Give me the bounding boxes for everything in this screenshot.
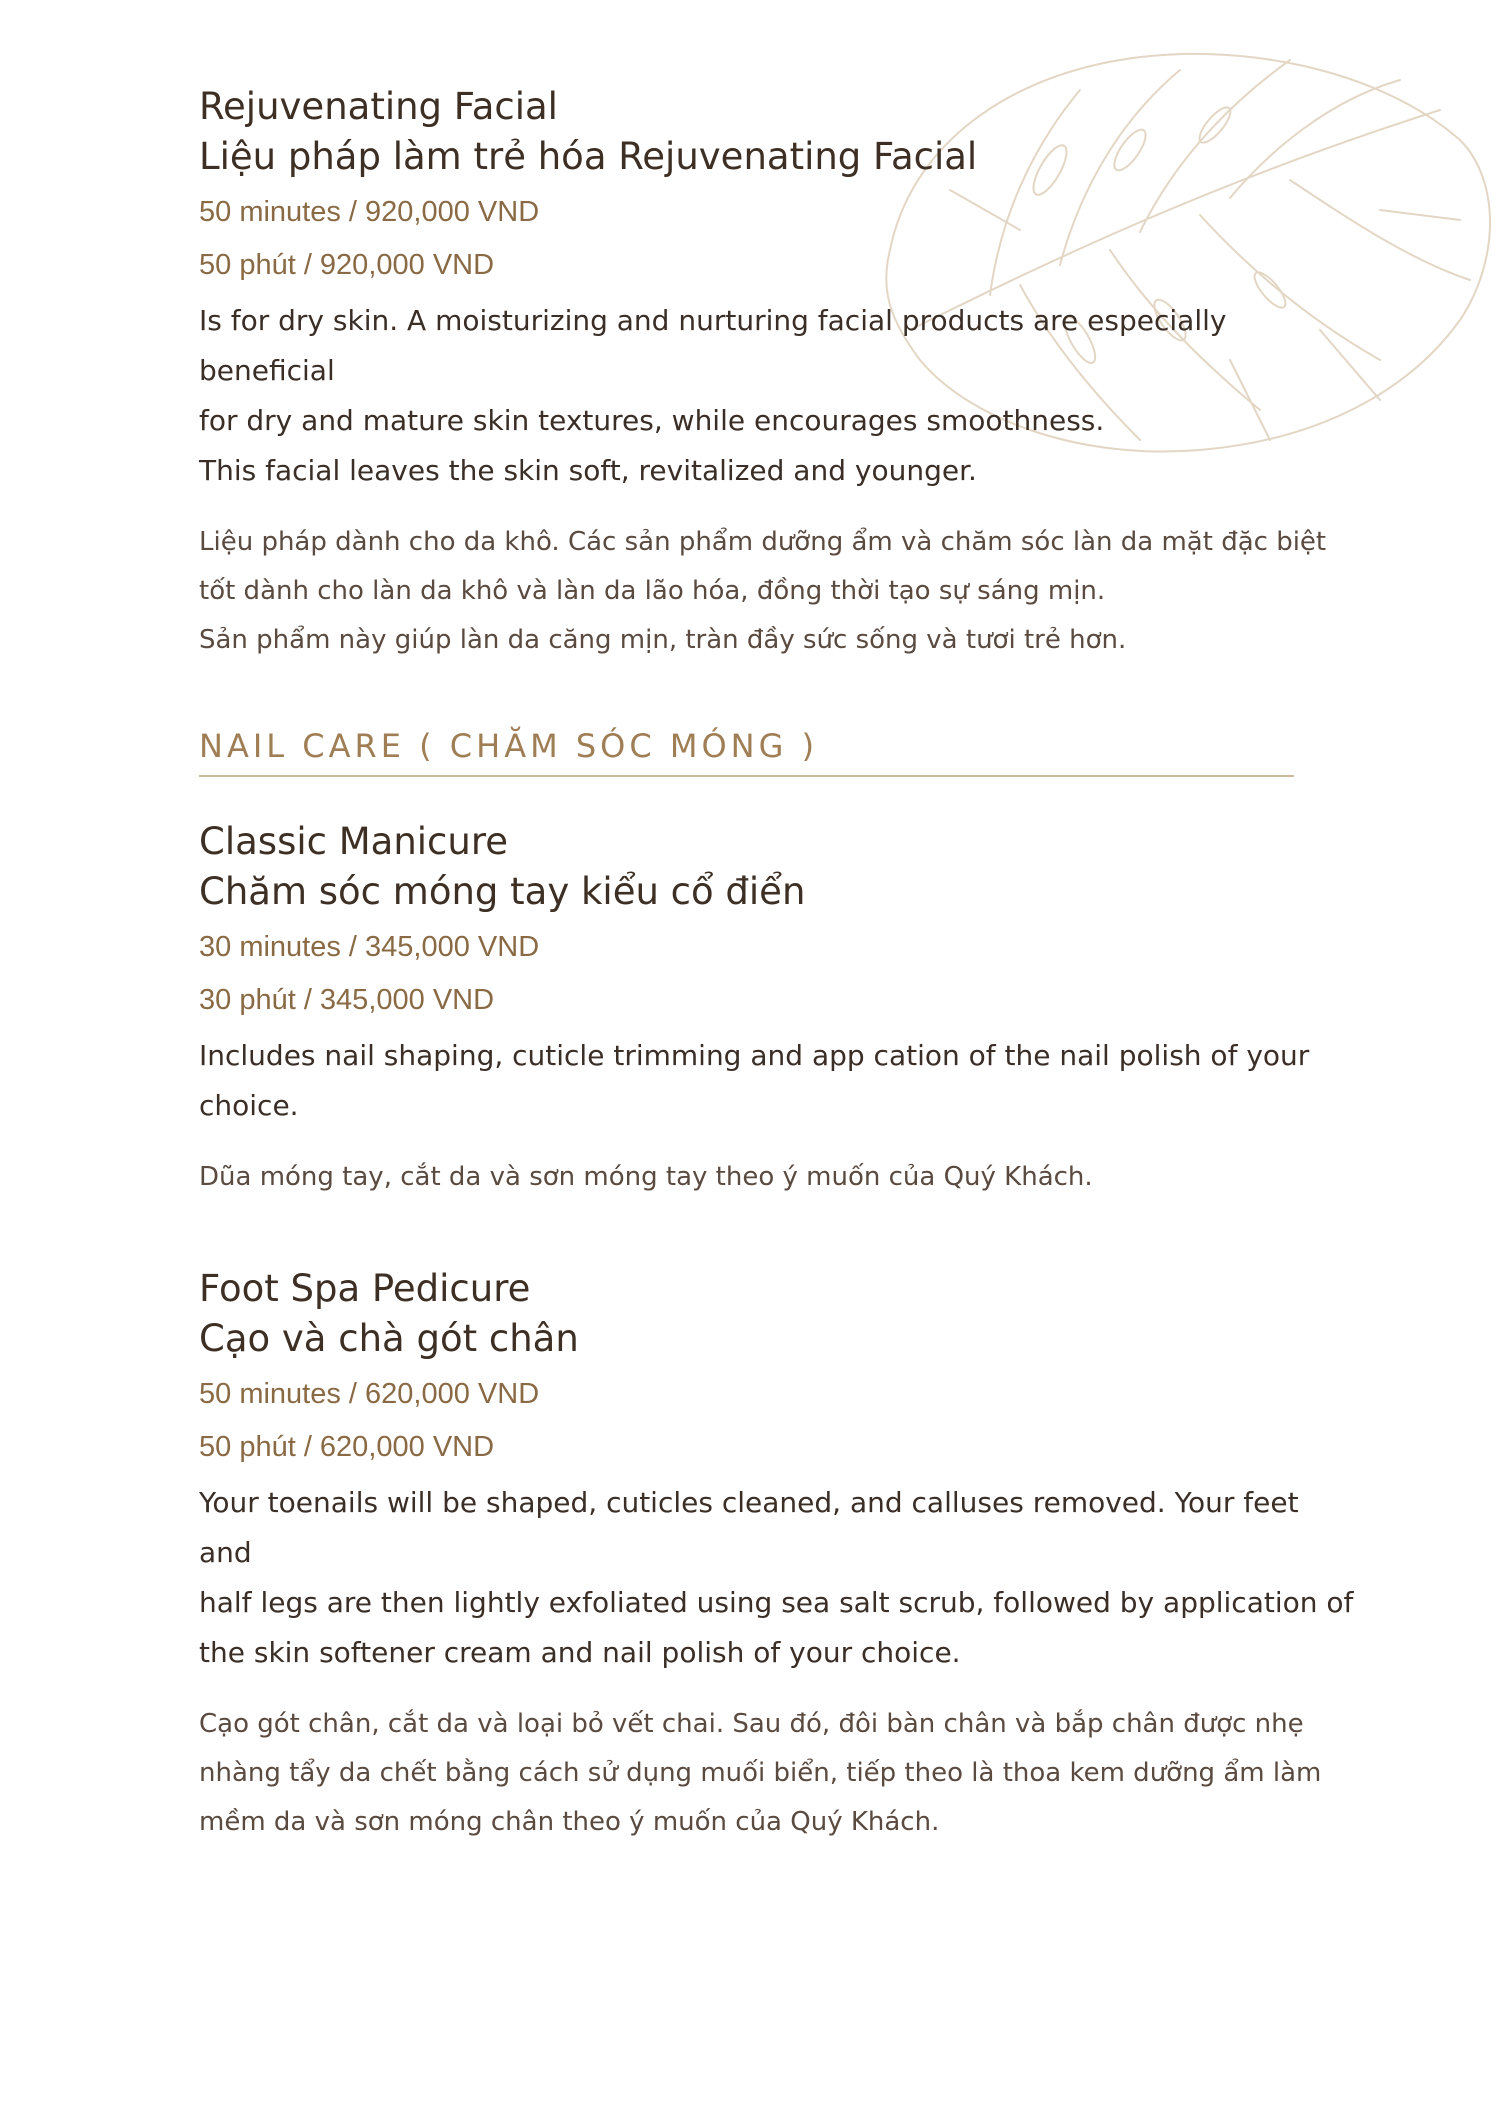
- service-price-vi: 30 phút / 345,000 VND: [199, 984, 495, 1016]
- service-description-vi: [199, 1153, 1359, 1202]
- spa-menu-page: [199, 82, 1359, 1847]
- description-line: Your toenails will be shaped, cuticles cleaned, and calluses removed. Your feet and: [199, 1486, 1299, 1569]
- service-title-vi: Cạo và chà gót chân: [199, 1317, 579, 1360]
- service-foot-spa-pedicure: [199, 1264, 1359, 1847]
- description-line: Liệu pháp dành cho da khô. Các sản phẩm dưỡng ẩm và chăm sóc làn da mặt đặc biệt: [199, 527, 1327, 557]
- service-description-vi: [199, 518, 1359, 665]
- service-title-vi: Chăm sóc móng tay kiểu cổ điển: [199, 870, 806, 913]
- service-price-vi: 50 phút / 920,000 VND: [199, 249, 495, 281]
- service-price-en: 50 minutes / 620,000 VND: [199, 1378, 540, 1410]
- description-line: for dry and mature skin textures, while encourages smoothness.: [199, 404, 1105, 437]
- description-line: This facial leaves the skin soft, revitalized and younger.: [199, 454, 977, 487]
- service-title-en: Foot Spa Pedicure: [199, 1267, 531, 1310]
- service-price-vi: 50 phút / 620,000 VND: [199, 1431, 495, 1463]
- description-line: Sản phẩm này giúp làn da căng mịn, tràn đầy sức sống và tươi trẻ hơn.: [199, 625, 1127, 655]
- description-line: nhàng tẩy da chết bằng cách sử dụng muối biển, tiếp theo là thoa kem dưỡng ẩm làm: [199, 1758, 1322, 1788]
- description-line: half legs are then lightly exfoliated using sea salt scrub, followed by application of: [199, 1586, 1354, 1619]
- description-line: Cạo gót chân, cắt da và loại bỏ vết chai. Sau đó, đôi bàn chân và bắp chân được nhẹ: [199, 1709, 1304, 1739]
- service-description-en: [199, 1031, 1359, 1131]
- description-line: tốt dành cho làn da khô và làn da lão hóa, đồng thời tạo sự sáng mịn.: [199, 576, 1106, 606]
- service-description-en: [199, 1478, 1359, 1678]
- service-price-en: 50 minutes / 920,000 VND: [199, 196, 540, 228]
- description-line: Includes nail shaping, cuticle trimming and app cation of the nail polish of your: [199, 1039, 1310, 1072]
- service-rejuvenating-facial: [199, 82, 1359, 665]
- description-line: mềm da và sơn móng chân theo ý muốn của Quý Khách.: [199, 1807, 940, 1837]
- service-price-en: 30 minutes / 345,000 VND: [199, 931, 540, 963]
- service-title-en: Classic Manicure: [199, 820, 509, 863]
- service-title-en: Rejuvenating Facial: [199, 85, 558, 128]
- description-line: choice.: [199, 1089, 299, 1122]
- service-description-en: [199, 296, 1359, 496]
- description-line: Is for dry skin. A moisturizing and nurturing facial products are especially beneficial: [199, 304, 1227, 387]
- service-classic-manicure: [199, 817, 1359, 1202]
- service-title-vi: Liệu pháp làm trẻ hóa Rejuvenating Facial: [199, 135, 978, 178]
- description-line: Dũa móng tay, cắt da và sơn móng tay theo ý muốn của Quý Khách.: [199, 1162, 1093, 1192]
- service-description-vi: [199, 1700, 1359, 1847]
- section-heading-nail-care: NAIL CARE ( CHĂM SÓC MÓNG ): [199, 727, 1294, 777]
- description-line: the skin softener cream and nail polish of your choice.: [199, 1636, 961, 1669]
